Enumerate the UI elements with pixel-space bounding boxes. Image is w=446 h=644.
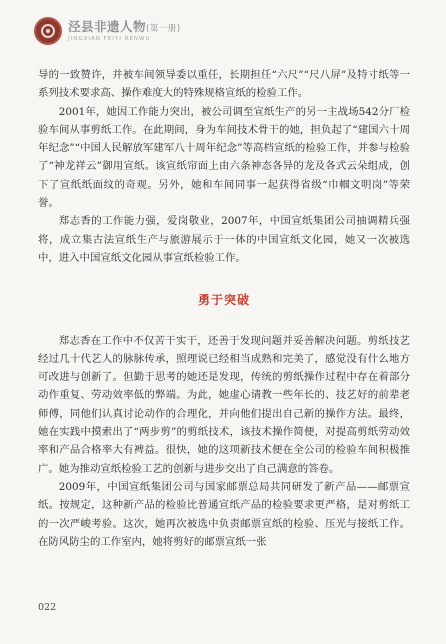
running-header [34,14,181,48]
header-text [68,20,181,41]
page-number: 022 [38,602,57,613]
section-heading: 勇于突破 [197,293,250,308]
series-title [68,20,181,34]
body-text [38,66,410,551]
series-pinyin: JINGXIAN FEIYI RENWU [68,35,151,42]
logo-dot [46,29,50,33]
paragraph: 郑志香在工作中不仅苦干实干，还善于发现问题并妥善解决问题。剪纸技艺经过几十代艺人的脉脉传承，照理说已经相当成熟和完美了，感觉没有什么地方可改进与创新了。但勤于思考的她还是发现，传统的剪纸操作过程中存在着部分动作重复、劳动效率低的弊端。为此，她虚心请教一些年长的、技艺好的前辈老师傅，同他们认真讨论动作的合理化，并向他们提出自己新的操作方法。最终，她在实践中摸索出了“两步剪”的剪纸技术，该技术操作简便，对提高剪纸劳动效率和产品合格率大有裨益。很快，她的这项新技术便在全公司的检验车间积极推广。她为推动宣纸检验工艺的创新与进步交出了自己满意的答卷。 [38,334,410,475]
series-title-text: 泾县非遗人物 [68,19,147,35]
series-logo-icon [34,17,62,45]
series-volume: (第一册) [146,24,181,35]
paragraph: 2009年，中国宣纸集团公司与国家邮票总局共同研发了新产品——邮票宣纸。按规定，这种新产品的检验比普通宣纸产品的检验要求更严格，是对剪纸工的一次严峻考验。这次，她再次被选中负责邮票宣纸的检验、压光与接纸工作。在防风防尘的工作室内，她将剪好的邮票宣纸一张 [38,480,410,548]
paragraph: 郑志香的工作能力强，爱岗敬业，2007年，中国宣纸集团公司抽调精兵强将，成立集古法宣纸生产与旅游展示于一体的中国宣纸文化园，她又一次被选中，进入中国宣纸文化园从事宣纸检验工作。 [38,215,410,264]
paragraph-continued: 导的一致赞许，并被车间领导委以重任，长期担任“六尺”“尺八屏”及特寸纸等一系列技术要求高、操作难度大的特殊规格宣纸的检验工作。 [38,69,410,100]
paragraph: 2001年，她因工作能力突出，被公司调至宣纸生产的另一主战场542分厂检验车间从事剪纸工作。在此期间，身为车间技术骨干的她，担负起了“建国六十周年纪念”“中国人民解放军建军八十周年纪念”等高档宣纸的检验工作，并参与检验了“神龙祥云”御用宣纸。该宣纸帘面上由六条神态各异的龙及各式云朵组成，创下了宣纸纸面纹的奇观。另外，她和车间同事一起获得省级“巾帼文明岗”等荣誉。 [38,105,410,210]
